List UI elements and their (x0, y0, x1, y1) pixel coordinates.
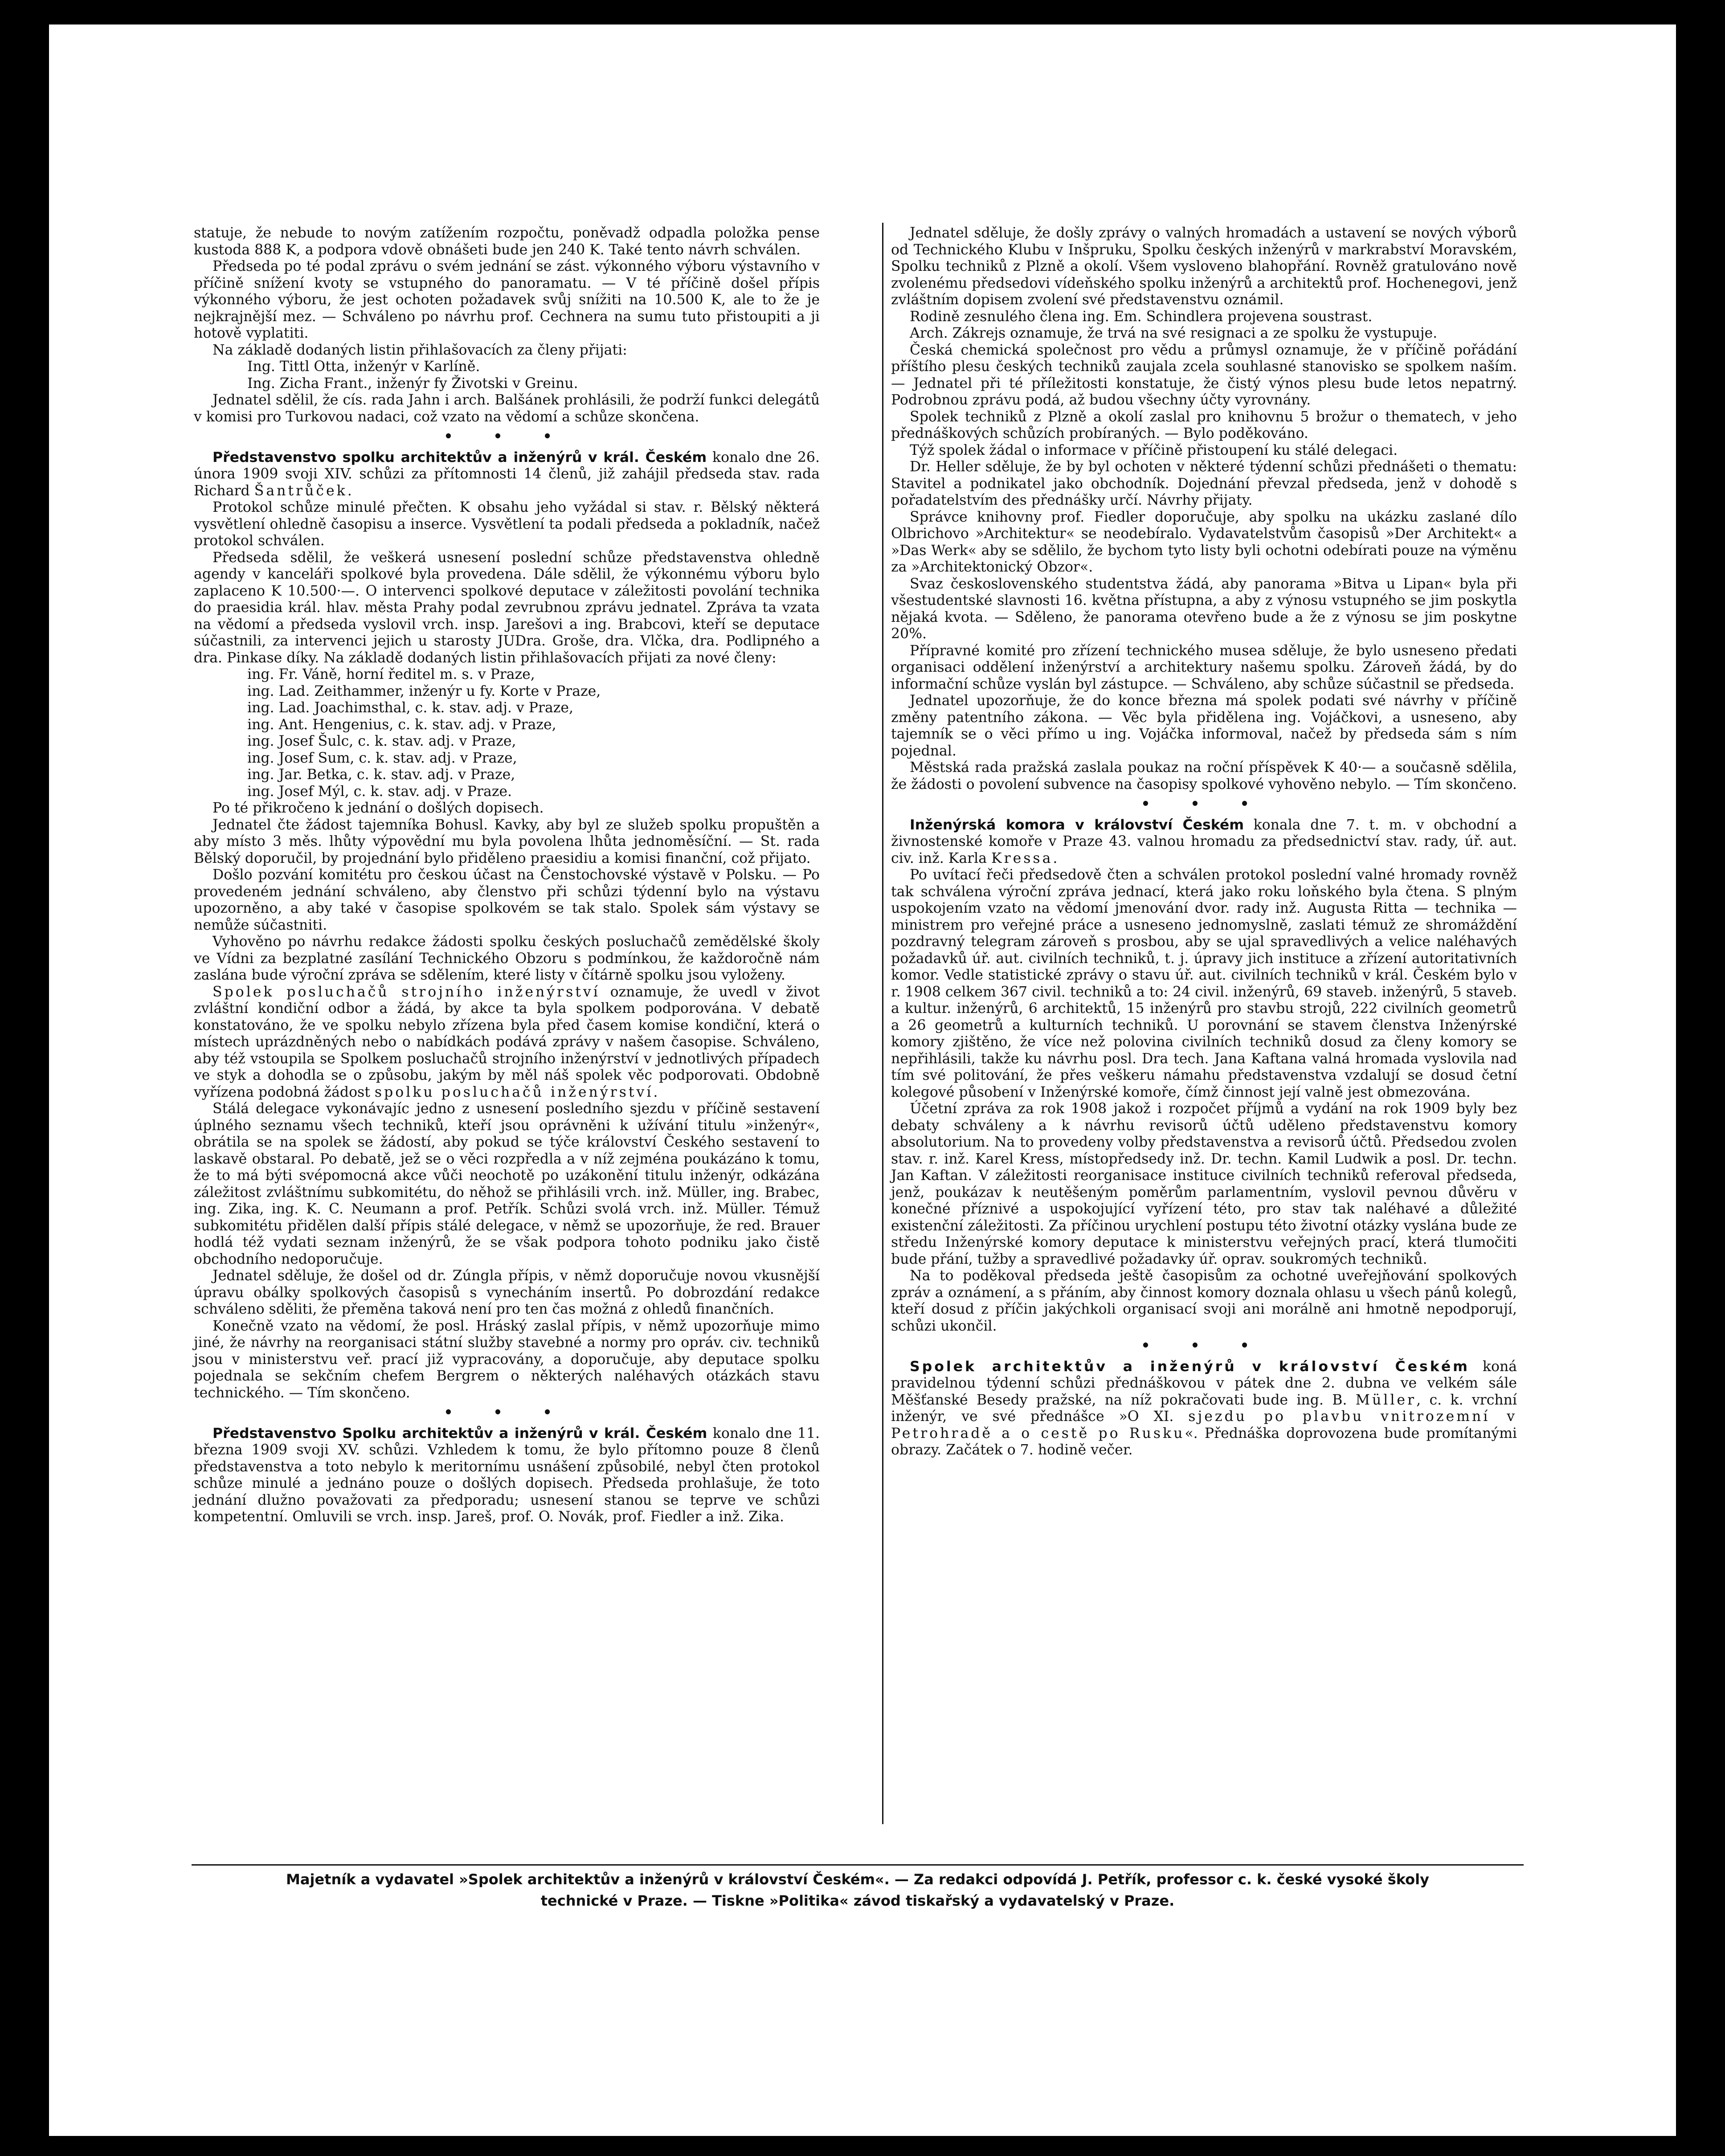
section-paragraph: Představenstvo spolku architektův a inženýrů v král. Českém konalo dne 26. února 1909 svoji XIV. schůzi za přítomnosti 14 členů, již zahájil předseda stav. rada Richard Šantrůček. (194, 449, 820, 499)
paragraph: Rodině zesnulého člena ing. Em. Schindlera projevena soustrast. (910, 308, 1373, 325)
section-heading: Představenstvo Spolku architektův a inženýrů v král. Českém (213, 1425, 707, 1441)
list-item: ing. Lad. Joachimsthal, c. k. stav. adj. v Praze, (247, 700, 573, 716)
section-separator: • • • (444, 428, 570, 445)
section-paragraph: Spolek architektův a inženýrů v království Českém koná pravidelnou týdenní schůzi přednáškovou v pátek dne 2. dubna ve velkém sále Měšťanské Besedy pražské, na níž pokračovati bude ing. B. Müller, c. k. vrchní inženýr, ve své přednášce »O XI. sjezdu po plavbu vnitrozemní v Petrohradě a o cestě po Rusku«. Přednáška doprovozena bude promítanými obrazy. Začátek o 7. hodině večer. (891, 1358, 1517, 1458)
paragraph: Týž spolek žádal o informace v příčině přistoupení ku stálé delegaci. (910, 442, 1398, 458)
paragraph: Dr. Heller sděluje, že by byl ochoten v některé týdenní schůzi přednášeti o thematu: Stavitel a podnikatel jako obchodník. Dojednání převzal předseda, jenž v dohodě s pořadatelstvím des přednášky určí. Návrhy přijaty. (891, 459, 1517, 508)
list-item: ing. Jar. Betka, c. k. stav. adj. v Praze, (247, 767, 515, 783)
list-item: ing. Ant. Hengenius, c. k. stav. adj. v Praze, (247, 716, 556, 733)
list-item: ing. Lad. Zeithammer, inženýr u fy. Korte v Praze, (247, 683, 601, 699)
person-name: Kressa (991, 850, 1053, 866)
imprint-line: technické v Praze. — Tiskne »Politika« závod tiskařský a vydavatelský v Praze. (540, 1892, 1175, 1909)
paragraph: Stálá delegace vykonávajíc jedno z usnesení posledního sjezdu v příčině sestavení úplného seznamu všech techniků, kteří jsou oprávněni k užívání titulu »inženýr«, obrátila se na spolek se žádostí, aby pokud se týče království Českého sestavení to laskavě obstaral. Po debatě, jež se o věci rozpředla a v níž zejména poukázáno k tomu, že to má býti svépomocná akce vůči neochotě po uzákonění titulu inženýr, odkázána záležitost zvláštnímu subkomitétu, do něhož se přihlásili vrch. inž. Müller, ing. Brabec, ing. Zika, ing. K. C. Neumann a prof. Petřík. Schůzi svolá vrch. inž. Müller. Témuž subkomitétu přidělen další přípis stálé delegace, v němž se upozorňuje, že red. Brauer hodlá též vydati seznam inženýrů, že se však podpora tohoto podniku jako čistě obchodního nedoporučuje. (194, 1101, 820, 1267)
list-item: ing. Josef Šulc, c. k. stav. adj. v Praze, (247, 733, 516, 749)
paragraph: Svaz československého studentstva žádá, aby panorama »Bitva u Lipan« byla při všestudentské slavnosti 16. května přístupna, a aby z výnosu vstupného se jim poskytla nějaká kvota. — Sděleno, že panorama otevřeno bude a že z výnosu se jim poskytne 20%. (891, 576, 1517, 642)
section-heading: Inženýrská komora v království Českém (910, 817, 1244, 833)
section-separator: • • • (1141, 1337, 1267, 1354)
paragraph: Po uvítací řeči předsedově čten a schválen protokol poslední valné hromady rovněž tak schválena výroční zpráva jednací, která jako roku loňského byla čtena. S plným uspokojením vzato na vědomí jmenování dvor. rady inž. Augusta Ritta — technika — ministrem pro veřejné práce a usneseno jednomyslně, zaslati témuž ze shromáždění pozdravný telegram zároveň s prosbou, aby se ujal spravedlivých a velice naléhavých požadavků úř. aut. civilních techniků, t. j. úpravy jich instituce a zřízení autoritativních komor. Vedle statistické zprávy o stavu úř. aut. civilních techniků v král. Českém bylo v r. 1908 celkem 367 civil. techniků a to: 24 civil. inženýrů, 69 staveb. inženýrů, 5 staveb. a kultur. inženýrů, 6 architektů, 15 inženýrů pro stavbu strojů, 222 civilních geometrů a 26 geometrů a kulturních techniků. U porovnání se stavem členstva Inženýrské komory zjištěno, že více než polovina civilních techniků dosud za členy komory se nepřihlásili, takže ku návrhu posl. Dra tech. Jana Kaftana valná hromada vyslovila nad tím své politování, že přes veškeru námahu představenstva vzdalují se dosud četní kolegové působení v Inženýrské komoře, čímž činnost její valně jest obmezována. (891, 867, 1517, 1100)
paragraph: Jednatel sděluje, že došel od dr. Zúngla přípis, v němž doporučuje novou vkusnější úpravu obálky spolkových časopisů s vynecháním insertů. Po dobrozdání redakce schváleno sděliti, že přeměna taková není pro ten čas možná z ohledů finančních. (194, 1268, 820, 1317)
left-column (194, 225, 820, 1526)
paragraph: Jednatel čte žádost tajemníka Bohusl. Kavky, aby byl ze služeb spolku propuštěn a aby místo 3 měs. lhůty výpovědní mu byla povolena lhůta jednoměsíční. — St. rada Bělský doporučil, by projednání bylo přiděleno praesidiu a komisi finanční, což přijato. (194, 817, 820, 866)
person-name: Šantrůček (254, 482, 347, 499)
list-item: ing. Fr. Váně, horní ředitel m. s. v Praze, (247, 666, 535, 682)
imprint-line: Majetník a vydavatel »Spolek architektův a inženýrů v království Českém«. — Za redakci odpovídá J. Petřík, professor c. k. české vysoké školy (286, 1871, 1429, 1888)
member-list (194, 359, 820, 392)
member-list (194, 666, 820, 800)
paragraph: Účetní zpráva za rok 1908 jakož i rozpočet příjmů a vydání na rok 1909 byly bez debaty schváleny a k návrhu revisorů účtů uděleno představenstvu komory absolutorium. Na to provedeny volby představenstva a revisorů účtů. Předsedou zvolen stav. r. inž. Karel Kress, místopředsedy inž. Dr. techn. Kamil Ludwik a posl. Dr. techn. Jan Kaftan. V záležitosti reorganisace instituce civilních techniků referoval předseda, jenž, poukázav k neutěšeným poměrům parlamentním, vyslovil pevnou důvěru v konečné příznivé a uspokojující vyřízení této, pro stav tak naléhavé a důležité existenční záležitosti. Za příčinou urychlení postupu této životní otázky vyslána bude ze středu Inženýrské komory deputace k ministerstvu veřejných prací, která tlumočiti bude přání, tužby a spravedlivé požadavky úř. oprav. soukromých techniků. (891, 1101, 1517, 1267)
paragraph: Arch. Zákrejs oznamuje, že trvá na své resignaci a ze spolku že vystupuje. (910, 325, 1438, 341)
paragraph: Na základě dodaných listin přihlašovacích za členy přijati: (213, 342, 627, 358)
paragraph: Spolek posluchačů strojního inženýrství oznamuje, že uvedl v život zvláštní kondiční odbor a žádá, by akce ta byla spolkem podporována. V debatě konstatováno, že ve spolku nebylo zřízena byla před časem komise kondiční, která o místech uprázdněných nebo o nabídkách podává zprávy v našem časopise. Schváleno, aby též vstoupila se Spolkem posluchačů strojního inženýrství v jednotlivých případech ve styk a dohodla se o způsobu, jakým by měl náš spolek věc podporovati. Obdobně vyřízena podobná žádost spolku posluchačů inženýrství. (194, 984, 820, 1100)
footer-rule (192, 1864, 1524, 1866)
section-separator: • • • (1141, 796, 1267, 812)
list-item: Ing. Tittl Otta, inženýr v Karlíně. (247, 359, 480, 375)
paragraph: Správce knihovny prof. Fiedler doporučuje, aby spolku na ukázku zaslané dílo Olbrichovo »Architektur« se neodebíralo. Vydavatelstvům časopisů »Der Architekt« a »Das Werk« aby se sdělilo, že bychom tyto listy byli ochotni odebírati pouze na výměnu za »Architektonický Obzor«. (891, 509, 1517, 575)
list-item: Ing. Zicha Frant., inženýr fy Životski v Greinu. (247, 375, 578, 392)
paragraph: Došlo pozvání komitétu pro českou účast na Čenstochovské výstavě v Polsku. — Po provedeném jednání schváleno, aby členstvo při schůzi týdenní bylo na výstavu upozorněno, a aby také v časopise spolkovém se tak stalo. Spolek sám výstavy se nemůže súčastniti. (194, 867, 820, 933)
paragraph: Na to poděkoval předseda ještě časopisům za ochotné uveřejňování spolkových zpráv a oznámení, a s přáním, aby činnost komory doznala ohlasu u všech pánů kolegů, kteří dosud z příčin jakýchkoli organisací svoji ani morálně ani hmotně nepodporují, schůzi ukončil. (891, 1268, 1517, 1334)
paragraph: Městská rada pražská zaslala poukaz na roční příspěvek K 40·— a současně sdělila, že žádosti o povolení subvence na časopisy spolkové vyhověno nebylo. — Tím skončeno. (891, 760, 1517, 792)
right-column (891, 225, 1517, 1459)
section-separator: • • • (444, 1404, 570, 1421)
column-divider (882, 223, 883, 1824)
paragraph: Protokol schůze minulé přečten. K obsahu jeho vyžádal si stav. r. Bělský některá vysvětlení ohledně časopisu a inserce. Vysvětlení ta podali předseda a pokladník, načež protokol schválen. (194, 499, 820, 549)
paragraph: Předseda po té podal zprávu o svém jednání se zást. výkonného výboru výstavního v příčině snížení kvoty se vstupného do panoramatu. — V té příčině došel přípis výkonného výboru, že jest ochoten požadavek svůj snížiti na 10.500 K, ale to že je nejkrajnější mez. — Schváleno po návrhu prof. Cechnera na sumu tuto přistoupiti a ji hotově vyplatiti. (194, 258, 820, 341)
paragraph: Konečně vzato na vědomí, že posl. Hráský zaslal přípis, v němž upozorňuje mimo jiné, že návrhy na reorganisaci státní služby stavebné a normy pro opráv. civ. techniků jsou v ministerstvu veř. prací již vypracovány, a doporučuje, aby deputace spolku pojednala se sekčním chefem Bergrem o některých naléhavých otázkách stavu technického. — Tím skončeno. (194, 1318, 820, 1401)
paragraph: Přípravné komité pro zřízení technického musea sděluje, že bylo usneseno předati organisaci oddělení inženýrství a architektury našemu spolku. Zároveň žádá, by do informační schůze vyslán byl zástupce. — Schváleno, aby schůze súčastnil se předseda. (891, 642, 1517, 692)
person-name: Müller (1355, 1392, 1417, 1408)
section-heading: Představenstvo spolku architektův a inženýrů v král. Českém (213, 449, 707, 466)
list-item: ing. Josef Sum, c. k. stav. adj. v Praze, (247, 750, 517, 766)
section-paragraph: Představenstvo Spolku architektův a inženýrů v král. Českém konalo dne 11. března 1909 svoji XV. schůzi. Vzhledem k tomu, že bylo přítomno pouze 8 členů představenstva a toto nebylo k meritornímu usnášení způsobilé, nebyl čten protokol schůze minulé a jednáno pouze o došlých dopisech. Předseda prohlašuje, že toto jednání dlužno považovati za předporadu; usnesení stanou se teprve ve schůzi kompetentní. Omluvili se vrch. insp. Jareš, prof. O. Novák, prof. Fiedler a inž. Zika. (194, 1425, 820, 1525)
paragraph: Předseda sdělil, že veškerá usnesení poslední schůze představenstva ohledně agendy v kanceláři spolkové byla provedena. Dále sdělil, že výkonnému výboru bylo zaplaceno K 10.500·—. O intervenci spolkové deputace v záležitosti povolání technika do praesidia král. hlav. města Prahy podal zevrubnou zprávu jednatel. Zpráva ta vzata na vědomí a předseda vyslovil vrch. insp. Jarešovi a ing. Brabcovi, kteří se deputace súčastnili, za intervenci jejich u starosty JUDra. Groše, dra. Vlčka, dra. Podlipného a dra. Pinkase díky. Na základě dodaných listin přihlašovacích přijati za nové členy: (194, 549, 820, 666)
imprint-footer (192, 1869, 1524, 1911)
paragraph: Jednatel sdělil, že cís. rada Jahn i arch. Balšánek prohlásili, že podrží funkci delegátů v komisi pro Turkovou nadaci, což vzato na vědomí a schůze skončena. (194, 392, 820, 425)
paragraph: Spolek techniků z Plzně a okolí zaslal pro knihovnu 5 brožur o thematech, v jeho přednáškových schůzích probíraných. — Bylo poděkováno. (891, 408, 1517, 441)
paragraph: Česká chemická společnost pro vědu a průmysl oznamuje, že v příčině pořádání příštího plesu českých techniků zaujala zcela souhlasné stanovisko se spolkem naším. — Jednatel při té příležitosti konstatuje, že čistý výnos plesu bude letos nepatrný. Podrobnou zprávu podá, až budou všechny účty vyrovnány. (891, 342, 1517, 408)
paragraph: statuje, že nebude to novým zatížením rozpočtu, poněvadž odpadla položka pense kustoda 888 K, a podpora vdově obnášeti bude jen 240 K. Také tento návrh schválen. (194, 225, 820, 258)
section-heading: Spolek architektův a inženýrů v království Českém (910, 1358, 1470, 1375)
paragraph: Po té přikročeno k jednání o došlých dopisech. (213, 800, 544, 816)
paragraph: Vyhověno po návrhu redakce žádosti spolku českých posluchačů zemědělské školy ve Vídni za bezplatné zasílání Technického Obzoru s podmínkou, že každoročně nám zaslána bude výroční zpráva se sdělením, které listy v čítárně spolku jsou vyloženy. (194, 934, 820, 983)
paragraph: Jednatel sděluje, že došly zprávy o valných hromadách a ustavení se nových výborů od Technického Klubu v Inšpruku, Spolku českých inženýrů v markrabství Moravském, Spolku techniků z Plzně a okolí. Všem vysloveno blahopřání. Rovněž gratulováno nově zvolenému předsedovi vídeňského spolku inženýrů a architektů prof. Hochenegovi, jenž zvláštním dopisem zvolení své představenstvu oznámil. (891, 225, 1517, 308)
list-item: ing. Josef Mýl, c. k. stav. adj. v Praze. (247, 783, 512, 800)
paragraph: Jednatel upozorňuje, že do konce března má spolek podati své návrhy v příčině změny patentního zákona. — Věc byla přidělena ing. Vojáčkovi, a usneseno, aby tajemník se o věci přímo u ing. Vojáčka informoval, načež by předseda sám s ním pojednal. (891, 693, 1517, 759)
section-paragraph: Inženýrská komora v království Českém konala dne 7. t. m. v obchodní a živnostenské komoře v Praze 43. valnou hromadu za předsednictví stav. rady, úř. aut. civ. inž. Karla Kressa. (891, 817, 1517, 866)
